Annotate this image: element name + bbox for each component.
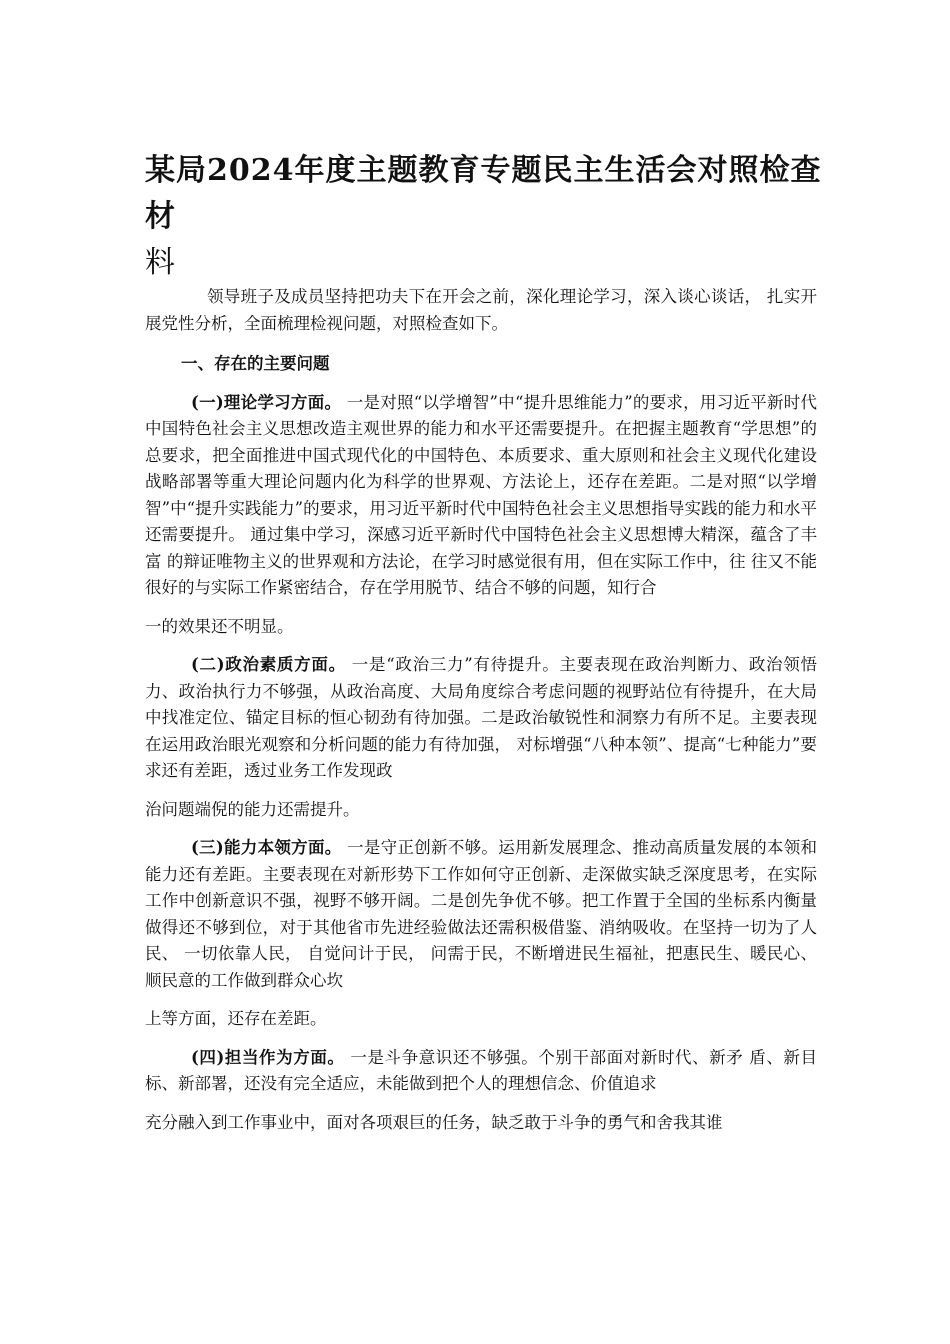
paragraph-lead: (一)理论学习方面。 [191, 392, 342, 412]
paragraph-politics [145, 652, 817, 785]
paragraph-theory [145, 390, 817, 602]
paragraph-text: 一是斗争意识还不够强。个别干部面对新时代、新矛 盾、新目标、新部署，还没有完全适应，未能做到把个人的理想信念、价值追求 [145, 1047, 817, 1093]
paragraph-continuation: 一的效果还不明显。 [145, 616, 294, 636]
paragraph-ability [145, 835, 817, 994]
document-body [145, 284, 817, 1148]
paragraph-continuation: 治问题端倪的能力还需提升。 [145, 799, 360, 819]
paragraph-lead: (二)政治素质方面。 [191, 655, 346, 674]
section-heading: 一、存在的主要问题 [181, 354, 330, 373]
intro-paragraph: 领导班子及成员坚持把功夫下在开会之前，深化理论学习，深入谈心谈话， 扎实开展党性分析，全面梳理检视问题，对照检查如下。 [145, 287, 817, 333]
paragraph-lead: (三)能力本领方面。 [191, 838, 342, 857]
paragraph-text: 一是“政治三力”有待提升。主要表现在政治判断力、政治领悟力、政治执行力不够强，从政治高度、大局角度综合考虑问题的视野站位有待提升，在大局中找准定位、锚定目标的恒心韧劲有待加强。二是政治敏锐性和洞察力有所不足。主要表现在运用政治眼光观察和分析问题的能力有待加强， 对标增强“八种本领”、提高“七种能力”要求还有差距，透过业务工作发现政 [145, 655, 817, 780]
paragraph-continuation: 充分融入到工作事业中，面对各项艰巨的任务，缺乏敢于斗争的勇气和舍我其谁 [145, 1112, 723, 1132]
paragraph-responsibility [145, 1045, 817, 1098]
paragraph-text: 一是守正创新不够。运用新发展理念、推动高质量发展的本领和能力还有差距。主要表现在对新形势下工作如何守正创新、走深做实缺乏深度思考，在实际工作中创新意识不强，视野不够开阔。二是创先争优不够。把工作置于全国的坐标系内衡量做得还不够到位，对于其他省市先进经验做法还需积极借鉴、消纳吸收。在坚持一切为了人民、 一切依靠人民， 自觉问计于民， 问需于民，不断增进民生福祉，把惠民生、暖民心、顺民意的工作做到群众心坎 [145, 838, 817, 990]
title-line-1: 某局2024年度主题教育专题民主生活会对照检查材 [145, 153, 822, 234]
document-title [145, 148, 825, 286]
paragraph-lead: (四)担当作为方面。 [191, 1047, 345, 1067]
title-line-2: 料 [145, 245, 176, 280]
paragraph-text: 一是对照“以学增智”中“提升思维能力”的要求，用习近平新时代中国特色社会主义思想改造主观世界的能力和水平还需要提升。在把握主题教育“学思想”的总要求，把全面推进中国式现代化的中国特色、本质要求、重大原则和社会主义现代化建设战略部署等重大理论问题内化为科学的世界观、方法论上，还存在差距。二是对照“以学增智”中“提升实践能力”的要求，用习近平新时代中国特色社会主义思想指导实践的能力和水平还需要提升。 通过集中学习，深感习近平新时代中国特色社会主义思想博大精深，蕴含了丰富 的辩证唯物主义的世界观和方法论，在学习时感觉很有用，但在实际工作中，往 往又不能很好的与实际工作紧密结合，存在学用脱节、结合不够的问题，知行合 [145, 392, 817, 597]
paragraph-continuation: 上等方面，还存在差距。 [145, 1009, 327, 1028]
